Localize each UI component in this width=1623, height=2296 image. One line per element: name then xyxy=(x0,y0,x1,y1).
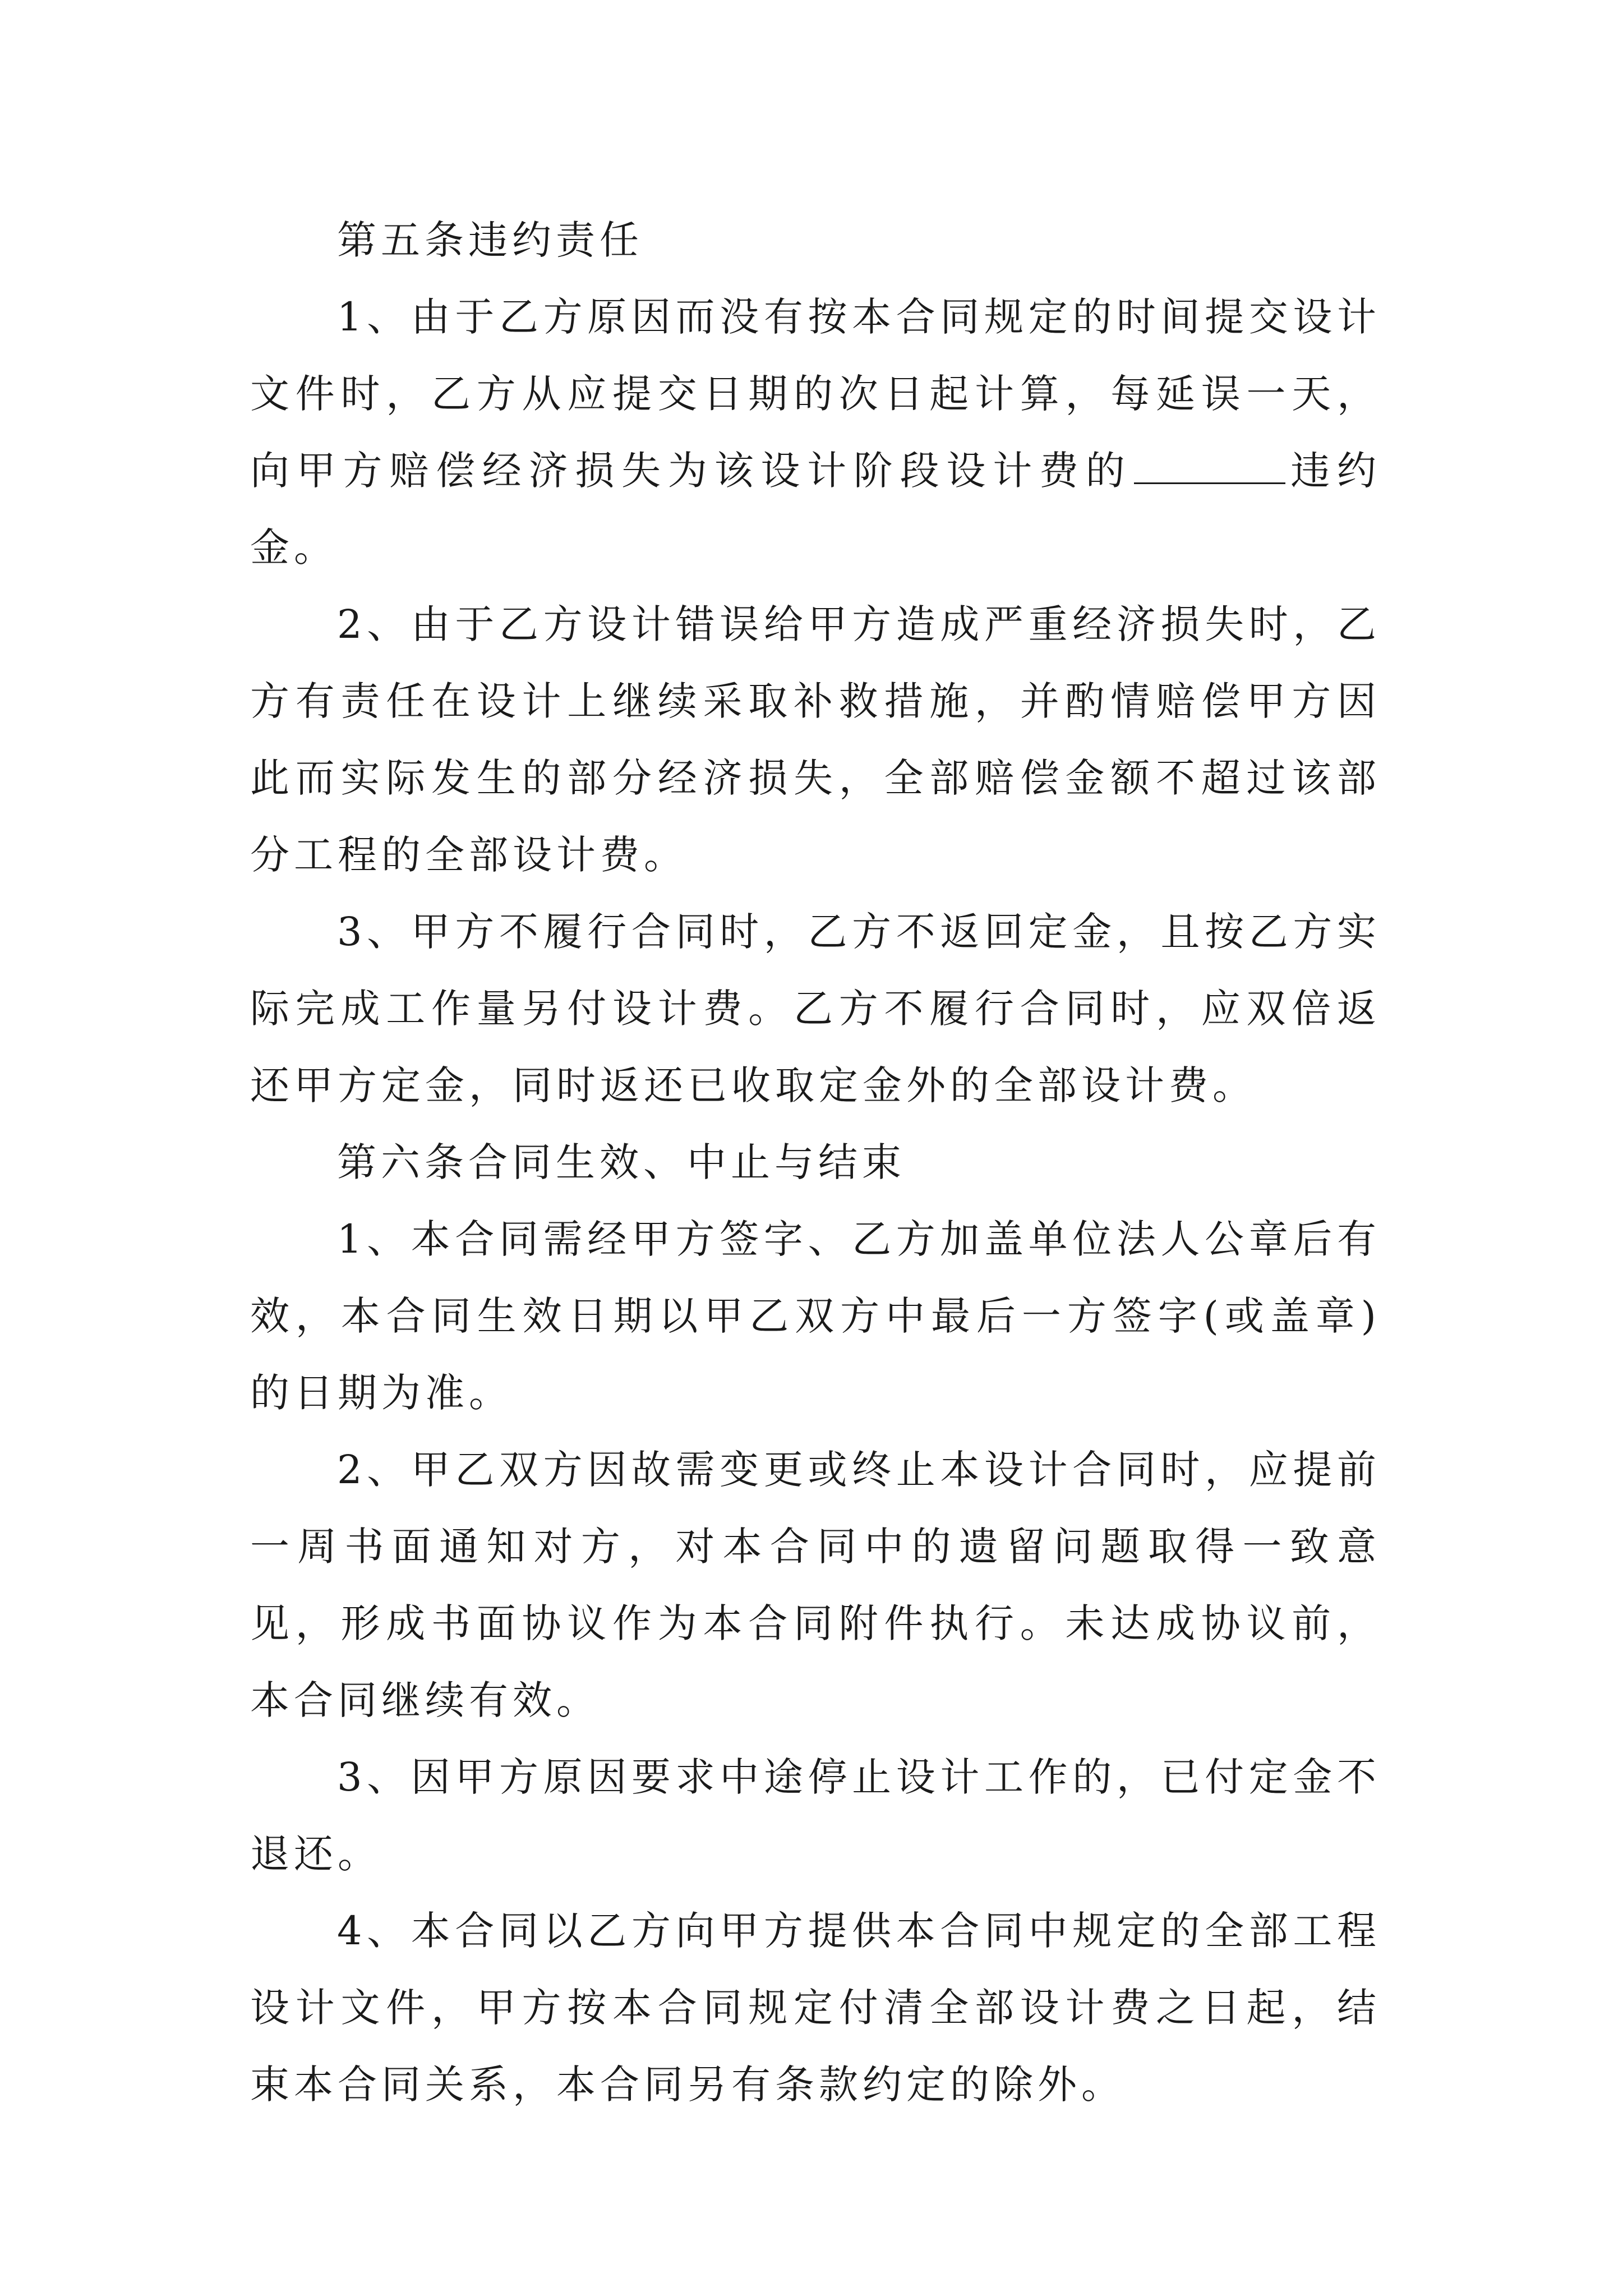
article-6-item-4: 4、本合同以乙方向甲方提供本合同中规定的全部工程设计文件，甲方按本合同规定付清全部设计费之日起，结束本合同关系，本合同另有条款约定的除外。 xyxy=(250,1908,1381,2108)
article-5-item-3: 3、甲方不履行合同时，乙方不返回定金，且按乙方实际完成工作量另付设计费。乙方不履行合同时，应双倍返还甲方定金，同时返还已收取定金外的全部设计费。 xyxy=(250,909,1381,1108)
article-5-heading: 第五条违约责任 xyxy=(337,217,643,263)
article-5-item-2: 2、由于乙方设计错误给甲方造成严重经济损失时，乙方有责任在设计上继续采取补救措施，并酌情赔偿甲方因此而实际发生的部分经济损失，全部赔偿金额不超过该部分工程的全部设计费。 xyxy=(250,601,1381,878)
article-6-item-3: 3、因甲方原因要求中途停止设计工作的，已付定金不退还。 xyxy=(250,1754,1381,1877)
article-5-item-1-text: 1、由于乙方原因而没有按本合同规定的时间提交设计文件时，乙方从应提交日期的次日起计算，每延误一天，向甲方赔偿经济损失为该设计阶段设计费的 xyxy=(250,294,1381,494)
article-5-item-1 xyxy=(250,279,1381,586)
article-6-item-2: 2、甲乙双方因故需变更或终止本设计合同时，应提前一周书面通知对方，对本合同中的遗留问题取得一致意见，形成书面协议作为本合同附件执行。未达成协议前，本合同继续有效。 xyxy=(250,1447,1381,1723)
article-6-heading: 第六条合同生效、中止与结束 xyxy=(337,1139,906,1185)
article-5-item-1-tail: 违约金。 xyxy=(250,448,1381,570)
document-body xyxy=(250,202,1381,2123)
fill-in-blank xyxy=(1134,452,1285,484)
article-6-item-1: 1、本合同需经甲方签字、乙方加盖单位法人公章后有效，本合同生效日期以甲乙双方中最后一方签字(或盖章)的日期为准。 xyxy=(250,1216,1381,1416)
